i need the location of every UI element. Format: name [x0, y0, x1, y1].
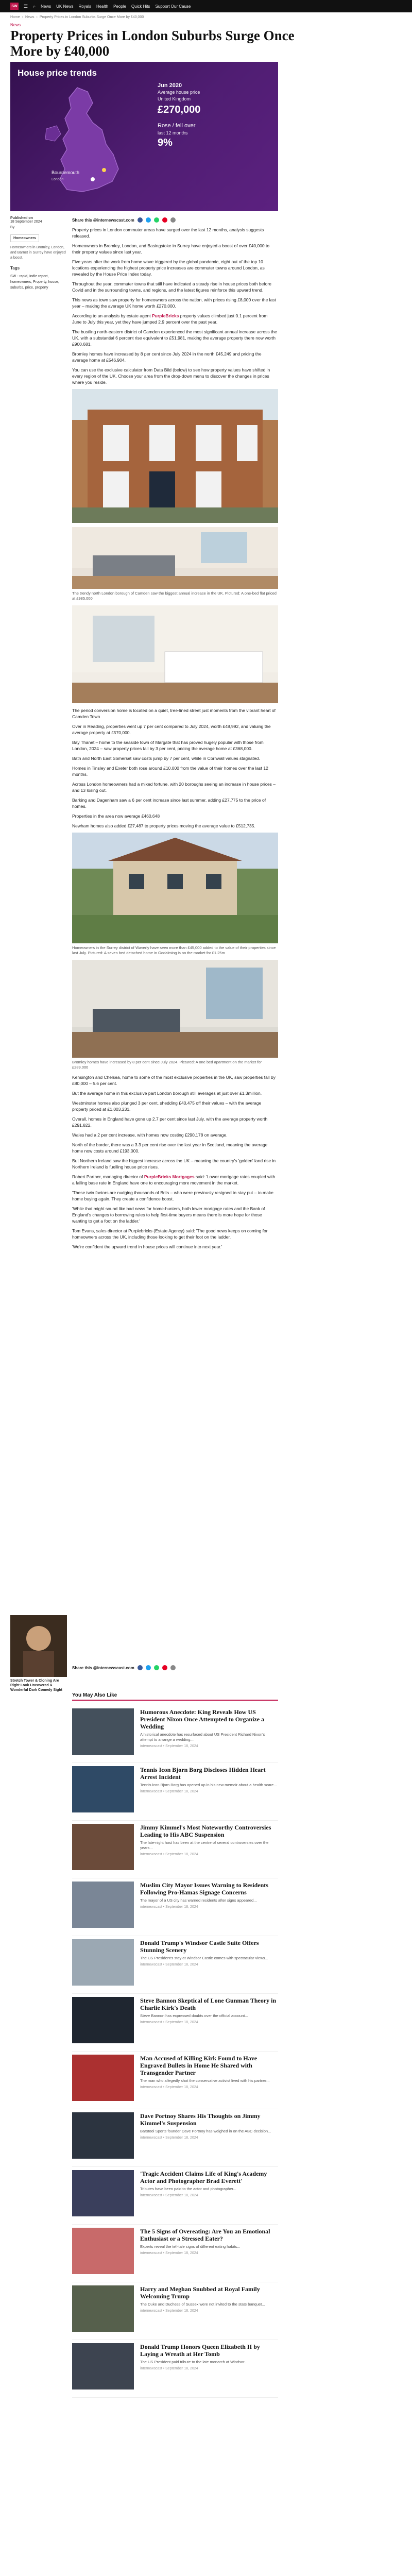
related-article-meta: internewscast • September 18, 2024	[140, 2086, 198, 2089]
related-article-excerpt: The man who allegedly shot the conservative activist lived with his partner...	[140, 2078, 270, 2083]
purplebricks-mortgages-link[interactable]: PurpleBricks Mortgages	[144, 1174, 195, 1179]
infographic-stats	[158, 82, 271, 149]
paragraph: Properties in the area now average £460,648	[72, 814, 160, 819]
paragraph: Homeowners in Bromley, London, and Basingstoke in Surrey have enjoyed a boost of over £40,000 to their property values since last year.	[72, 243, 270, 255]
infographic-caption-2: United Kingdom	[158, 96, 191, 101]
paragraph: 'While that might sound like bad news for home-hunters, both lower mortgage rates and the Bank of England's changes to borrowing rules to help first-time buyers means there is more hope for those wanting to get a foot on the ladder.'	[72, 1206, 265, 1224]
related-articles-list	[72, 1705, 278, 2398]
related-article[interactable]	[72, 1705, 278, 1763]
search-icon[interactable]: ⌕	[33, 3, 36, 9]
related-article-thumbnail[interactable]	[72, 1997, 134, 2043]
related-article[interactable]	[72, 1821, 278, 1878]
related-article-meta: internewscast • September 18, 2024	[140, 2136, 198, 2140]
breadcrumb-separator: ›	[36, 15, 38, 19]
facebook-share-icon[interactable]	[138, 217, 143, 223]
house-price-infographic	[10, 62, 278, 211]
related-article-excerpt: The US President's stay at Windsor Castle comes with spectacular views...	[140, 1956, 268, 1960]
share-label: Share this @internewscast.com	[72, 1665, 134, 1670]
nav-people[interactable]: People	[113, 4, 126, 9]
related-article-excerpt: The US President paid tribute to the late monarch at Windsor...	[140, 2360, 248, 2364]
share-label: Share this @internewscast.com	[72, 217, 134, 223]
related-article[interactable]	[72, 2109, 278, 2167]
paragraph: Throughout the year, commuter towns that still have indicated a steady rise in house prices both before Covid and in the surrounding towns, and regions, and the latest figures reinforce this upward trend.	[72, 281, 271, 293]
related-heading: You May Also Like	[72, 1692, 278, 1701]
related-article-thumbnail[interactable]	[72, 1766, 134, 1812]
related-article-title[interactable]: Humorous Anecdote: King Reveals How US President Nixon Once Attempted to Organize a Wedding	[140, 1708, 265, 1730]
rise-caption-1: Rose / fell over	[158, 123, 196, 129]
related-article-title[interactable]: Steve Bannon Skeptical of Lone Gunman Theory in Charlie Kirk's Death	[140, 1997, 277, 2011]
email-share-icon[interactable]	[170, 1665, 176, 1670]
related-article-meta: internewscast • September 18, 2024	[140, 2367, 198, 2370]
nav-quick-hits[interactable]: Quick Hits	[131, 4, 150, 9]
related-article-thumbnail[interactable]	[72, 1824, 134, 1870]
article-photo-living-room	[72, 527, 278, 589]
related-article[interactable]	[72, 1763, 278, 1821]
paragraph: Kensington and Chelsea, home to some of the most exclusive properties in the UK, saw properties fall by £80,000 – 5.6 per cent.	[72, 1075, 276, 1086]
average-price-value: £270,000	[158, 104, 201, 115]
related-article-thumbnail[interactable]	[72, 2343, 134, 2389]
related-article[interactable]	[72, 2340, 278, 2398]
related-article-thumbnail[interactable]	[72, 2055, 134, 2101]
paragraph: But Northern Ireland saw the biggest increase across the UK – meaning the country's 'golden' land rise in Northern Ireland is fuelling house price rises.	[72, 1158, 276, 1170]
rise-caption-2: last 12 months	[158, 130, 188, 135]
related-article-thumbnail[interactable]	[72, 2285, 134, 2332]
paragraph: The period conversion home is located on a quiet, tree-lined street just moments from the vibrant heart of Camden Town	[72, 708, 276, 719]
related-article-meta: internewscast • September 18, 2024	[140, 2251, 198, 2255]
related-article-thumbnail[interactable]	[72, 2228, 134, 2274]
related-article-meta: internewscast • September 18, 2024	[140, 1790, 198, 1793]
article-photo-apartment	[72, 960, 278, 1058]
article-photo-terraced-house	[72, 389, 278, 523]
related-article-text	[140, 2285, 278, 2336]
article-photo-detached-home	[72, 833, 278, 943]
related-article-text	[140, 2055, 278, 2106]
paragraph: According to an analysis by estate agent PurpleBricks property values climbed just 0.1 percent from June to July this year, yet they have jumped 2.9 percent over the past year.	[72, 313, 268, 325]
related-article-title[interactable]: Tennis Icon Bjorn Borg Discloses Hidden Heart Arrest Incident	[140, 1766, 266, 1781]
map-label-sub: London	[52, 178, 64, 181]
category-badge[interactable]: Homeowners	[10, 234, 39, 242]
related-article-text	[140, 1766, 278, 1817]
paragraph: Across London homeowners had a mixed fortune, with 20 boroughs seeing an increase in house prices – and 13 losing out.	[72, 782, 276, 793]
related-article-title[interactable]: Jimmy Kimmel's Most Noteworthy Controversies Leading to His ABC Suspension	[140, 1824, 271, 1838]
author-label: By	[10, 226, 15, 229]
map-label-main: Bournemouth	[52, 170, 80, 175]
related-article-excerpt: Tennis icon Bjorn Borg has opened up in his new memoir about a health scare...	[140, 1783, 277, 1787]
tags-heading: Tags	[10, 266, 20, 270]
nav-support[interactable]: Support Our Cause	[155, 4, 191, 9]
related-article-excerpt: A historical anecdote has resurfaced about US President Richard Nixon's attempt to arrange a wedding...	[140, 1732, 265, 1742]
paragraph: 'These twin factors are nudging thousands of Brits – who were previously resigned to stay put – to make home buying again. They create a confidence boost.	[72, 1190, 273, 1201]
related-article-title[interactable]: The 5 Signs of Overeating: Are You an Emotional Enthusiast or a Stressed Eater?	[140, 2228, 270, 2242]
sidebar-ad-image[interactable]	[10, 1615, 67, 1677]
related-article-excerpt: Experts reveal the tell-tale signs of different eating habits...	[140, 2244, 241, 2249]
related-article-excerpt: The late-night host has been at the centre of several controversies over the years...	[140, 1840, 269, 1850]
related-article-excerpt: The mayor of a US city has warned residents after signs appeared...	[140, 1898, 257, 1903]
share-bar-bottom	[72, 1664, 278, 1671]
published-date: 18 September 2024	[10, 220, 42, 224]
email-share-icon[interactable]	[170, 217, 176, 223]
article-meta	[10, 216, 67, 291]
related-article-meta: internewscast • September 18, 2024	[140, 2194, 198, 2197]
purplebricks-link[interactable]: PurpleBricks	[151, 313, 179, 318]
related-article-title[interactable]: Harry and Meghan Snubbed at Royal Family Welcoming Trump	[140, 2285, 260, 2300]
related-article[interactable]	[72, 1936, 278, 1994]
photo-caption: Homeowners in the Surrey district of Waverly have seen more than £45,000 added to the value of their properties since last July. Pictured: A seven bed detached home in Godalming is on the market for £1.25m	[72, 945, 276, 955]
related-article-meta: internewscast • September 18, 2024	[140, 2021, 198, 2024]
share-bar	[72, 216, 278, 224]
facebook-share-icon[interactable]	[138, 1665, 143, 1670]
related-article-thumbnail[interactable]	[72, 2170, 134, 2216]
paragraph: You can use the exclusive calculator from Data Bild (below) to see how property values have shifted in every region of the UK. Choose your area from the drop-down menu to discover the changes in prices where you reside.	[72, 367, 270, 385]
related-article-text	[140, 1997, 278, 2048]
paragraph: This news as town saw property for homeowners across the nation, with prices rising £8,000 over the last year – making the average UK home worth £270,000.	[72, 297, 276, 309]
related-article-excerpt: The Duke and Duchess of Sussex were not invited to the state banquet...	[140, 2302, 265, 2307]
rise-percentage: 9%	[158, 137, 173, 148]
related-article-text	[140, 1708, 278, 1759]
related-article-meta: internewscast • September 18, 2024	[140, 1744, 198, 1748]
paragraph: Overall, homes in England have gone up 2.7 per cent since last July, with the average property worth £291,822.	[72, 1116, 268, 1128]
related-article-title[interactable]: Donald Trump's Windsor Castle Suite Offers Stunning Scenery	[140, 1939, 259, 1954]
article-body	[72, 227, 278, 1253]
nav-news[interactable]: News	[41, 4, 52, 9]
paragraph: Five years after the work from home wave triggered by the global pandemic, eight out of the top 10 locations experiencing the highest property price increases are commuter towns around London, as revealed by the House Price Index today.	[72, 259, 265, 277]
page-title: Property Prices in London Suburbs Surge Once More by £40,000	[10, 28, 295, 59]
related-article-text	[140, 2228, 278, 2279]
related-article-text	[140, 1824, 278, 1875]
paragraph: Westminster homes also plunged 3 per cent, shedding £40,475 off their values – with the average property priced at £1,003,231.	[72, 1100, 262, 1112]
site-logo[interactable]: SW	[10, 3, 19, 10]
paragraph: The bustling north-eastern district of Camden experienced the most significant annual increase across the UK, with a substantial 6 percent rise equivalent to £51,981, making the average property there now worth £900,681.	[72, 329, 277, 347]
related-article-excerpt: Steve Bannon has expressed doubts over the official account...	[140, 2013, 248, 2018]
paragraph: 'We're confident the upward trend in house prices will continue into next year.'	[72, 1244, 222, 1249]
related-article-title[interactable]: Dave Portnoy Shares His Thoughts on Jimmy Kimmel's Suspension	[140, 2112, 261, 2127]
related-article[interactable]	[72, 2282, 278, 2340]
related-article-thumbnail[interactable]	[72, 1882, 134, 1928]
photo-caption: Bromley homes have increased by 8 per cent since July 2024. Pictured: A one bed apartment on the market for £289,000	[72, 1060, 262, 1070]
paragraph: Bromley homes have increased by 8 per cent since July 2024 in the north £45,249 and pricing the average home at £546,904.	[72, 351, 262, 363]
sidebar-ad-caption[interactable]: Stretch Tower & Cloning Are Right Look Uncovered & Wonderful Dark Comedy Sight	[10, 1679, 62, 1692]
related-article-thumbnail[interactable]	[72, 2112, 134, 2159]
related-article[interactable]	[72, 2167, 278, 2225]
article-section[interactable]: News	[10, 23, 21, 27]
uk-map-graphic	[15, 82, 154, 206]
article-photo-bedroom	[72, 605, 278, 703]
map-marker	[102, 168, 106, 172]
paragraph: Robert Partner, managing director of PurpleBricks Mortgages said: 'Lower mortgage rates coupled with a falling base rate in England have one to encouraging more movement in the market.	[72, 1174, 276, 1185]
breadcrumb-current: Property Prices in London Suburbs Surge Once More by £40,000	[39, 15, 144, 19]
related-article-excerpt: Tributes have been paid to the actor and photographer...	[140, 2187, 236, 2191]
whatsapp-share-icon[interactable]	[154, 1665, 159, 1670]
paragraph: Over in Reading, properties went up 7 per cent compared to July 2024, worth £48,992, and valuing the average property at £570,000.	[72, 724, 271, 735]
published-label: Published on	[10, 216, 33, 220]
related-article-title[interactable]: Man Accused of Killing Kirk Found to Have Engraved Bullets in Home He Shared with Transgender Partner	[140, 2055, 258, 2076]
nav-health[interactable]: Health	[96, 4, 109, 9]
related-article-title[interactable]: Donald Trump Honors Queen Elizabeth II by Laying a Wreath at Her Tomb	[140, 2343, 260, 2358]
menu-icon[interactable]: ☰	[24, 3, 28, 9]
pinterest-share-icon[interactable]	[162, 217, 167, 223]
twitter-share-icon[interactable]	[146, 217, 151, 223]
twitter-share-icon[interactable]	[146, 1665, 151, 1670]
paragraph: Homes in Tinsley and Exeter both rose around £10,000 from the value of their homes over the last 12 months.	[72, 766, 268, 777]
paragraph: Bay Thanet – home to the seaside town of Margate that has proved hugely popular with those from London, 2024 – saw property prices fall by 3 per cent, pricing the average home at £368,000.	[72, 740, 264, 751]
whatsapp-share-icon[interactable]	[154, 217, 159, 223]
paragraph: Property prices in London commuter areas have surged over the last 12 months, analysis suggests released.	[72, 227, 264, 239]
related-article-meta: internewscast • September 18, 2024	[140, 2309, 198, 2313]
nav-uk-news[interactable]: UK News	[56, 4, 74, 9]
related-article[interactable]	[72, 2052, 278, 2109]
infographic-title: House price trends	[18, 68, 97, 78]
breadcrumb-home[interactable]: Home	[10, 15, 20, 19]
related-article-thumbnail[interactable]	[72, 1708, 134, 1755]
related-article-meta: internewscast • September 18, 2024	[140, 1853, 198, 1856]
paragraph: Bath and North East Somerset saw costs jump by 7 per cent, while in Cornwall values stagnated.	[72, 756, 260, 761]
related-article-meta: internewscast • September 18, 2024	[140, 1905, 198, 1909]
related-article[interactable]	[72, 1878, 278, 1936]
related-article-title[interactable]: Muslim City Mayor Issues Warning to Residents Following Pro-Hamas Signage Concerns	[140, 1882, 268, 1896]
pinterest-share-icon[interactable]	[162, 1665, 167, 1670]
related-article-text	[140, 1939, 278, 1990]
related-article-text	[140, 1882, 278, 1933]
related-article-thumbnail[interactable]	[72, 1939, 134, 1986]
paragraph: North of the border, there was a 3.3 per cent rise over the last year in Scotland, meaning the average home now costs around £193,000.	[72, 1142, 268, 1154]
related-article-text	[140, 2170, 278, 2221]
related-article-meta: internewscast • September 18, 2024	[140, 1963, 198, 1967]
nav-royals[interactable]: Royals	[78, 4, 91, 9]
related-article-text	[140, 2343, 278, 2394]
related-article-excerpt: Barstool Sports founder Dave Portnoy has weighed in on the ABC decision...	[140, 2129, 271, 2133]
paragraph: Barking and Dagenham saw a 6 per cent increase since last summer, adding £27,775 to the price of homes.	[72, 798, 266, 809]
breadcrumb-separator: ›	[22, 15, 24, 19]
photo-caption: The trendy north London borough of Camden saw the biggest annual increase in the UK. Pictured: A one-bed flat priced at £985,000	[72, 591, 277, 601]
top-navigation-bar	[0, 0, 412, 12]
infographic-year: Jun 2020	[158, 82, 182, 89]
breadcrumb	[10, 15, 402, 19]
related-article[interactable]	[72, 2225, 278, 2282]
tag-list[interactable]: SW - rapid, Indie report, homeowners, Property, house, suburbs, price, property	[10, 275, 59, 290]
related-article-text	[140, 2112, 278, 2163]
related-article-title[interactable]: 'Tragic Accident Claims Life of King's Academy Actor and Photographer Brad Everett'	[140, 2170, 267, 2184]
breadcrumb-news[interactable]: News	[25, 15, 35, 19]
paragraph: Tom Evans, sales director at Purplebricks (Estate Agency) said: 'The good news keeps on coming for homeowners across the UK, including those looking to get their foot on the ladder.	[72, 1228, 268, 1240]
paragraph: Wales had a 2 per cent increase, with homes now costing £290,178 on average.	[72, 1132, 228, 1138]
meta-blurb: Homeowners in Bromley, London, and Barnet in Surrey have enjoyed a boost.	[10, 246, 66, 260]
related-article[interactable]	[72, 1994, 278, 2052]
paragraph: Newham homes also added £27,487 to property prices moving the average value to £512,735.	[72, 823, 255, 828]
map-marker	[91, 177, 95, 181]
infographic-caption-1: Average house price	[158, 90, 200, 95]
paragraph: But the average home in this exclusive part London borough still averages at just over £1.3million.	[72, 1091, 262, 1096]
